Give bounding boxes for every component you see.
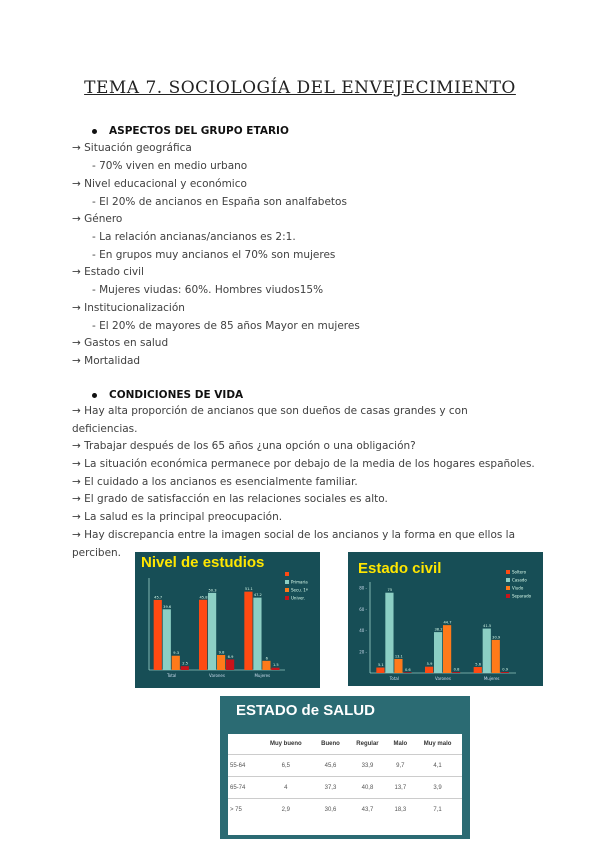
y-tick-label: 40 - bbox=[359, 628, 367, 634]
table-cell: 40,8 bbox=[347, 777, 387, 799]
list-item: → Estado civil bbox=[72, 266, 144, 278]
table-title: ESTADO de SALUD bbox=[236, 702, 375, 719]
table-body bbox=[228, 734, 462, 835]
list-item: - En grupos muy ancianos el 70% son mujeres bbox=[92, 249, 336, 261]
table-row bbox=[228, 755, 462, 777]
data-label: 44.7 bbox=[443, 620, 452, 625]
data-label: 9.3 bbox=[173, 651, 180, 656]
data-label: 9.8 bbox=[218, 650, 225, 655]
list-item: → Hay alta proporción de ancianos que son dueños de casas grandes y con deficiencias. bbox=[72, 405, 468, 435]
list-item: → Situación geográfica bbox=[72, 142, 192, 154]
y-tick-label: 80 - bbox=[359, 585, 367, 591]
legend-swatch bbox=[506, 570, 510, 574]
bar bbox=[501, 672, 509, 673]
list-item: - La relación ancianas/ancianos es 2:1. bbox=[92, 231, 296, 243]
bar bbox=[208, 593, 216, 670]
data-label: 45.8 bbox=[199, 595, 208, 600]
table-cell: 65-74 bbox=[228, 777, 258, 799]
legend-swatch bbox=[285, 596, 289, 600]
data-label: 39.6 bbox=[163, 604, 172, 609]
table-header-row bbox=[228, 734, 462, 755]
legend-label: Soltero bbox=[512, 569, 527, 575]
bar bbox=[425, 667, 433, 673]
table-estado-salud bbox=[220, 696, 470, 839]
table-cell: 6,5 bbox=[258, 755, 313, 777]
x-tick-label: Total bbox=[166, 673, 177, 678]
data-label: 41.5 bbox=[483, 624, 492, 629]
data-label: 5.1 bbox=[377, 663, 384, 668]
table-header: Malo bbox=[393, 741, 408, 747]
bar bbox=[154, 600, 162, 670]
legend-label: Separado bbox=[512, 593, 532, 599]
y-tick-label: 20 - bbox=[359, 649, 367, 655]
list-item: → Género bbox=[72, 213, 123, 225]
table-cell: 55-64 bbox=[228, 755, 258, 777]
x-tick-label: Mujeres bbox=[483, 676, 500, 681]
table-cell: 43,7 bbox=[347, 799, 387, 821]
legend-swatch bbox=[285, 580, 289, 584]
bar bbox=[172, 656, 180, 670]
bar bbox=[394, 659, 402, 673]
table-row bbox=[228, 799, 462, 821]
bar bbox=[181, 666, 189, 670]
chart-svg bbox=[348, 552, 543, 686]
table-cell: 45,6 bbox=[313, 755, 347, 777]
section-heading-text: CONDICIONES DE VIDA bbox=[109, 389, 244, 401]
bar bbox=[199, 600, 207, 670]
list-item: → Mortalidad bbox=[72, 355, 141, 367]
legend-swatch bbox=[285, 588, 289, 592]
x-tick-label: Varones bbox=[435, 676, 451, 681]
table-cell: 18,3 bbox=[387, 799, 413, 821]
y-tick-label: 60 - bbox=[359, 606, 367, 612]
table-cell: 4 bbox=[258, 777, 313, 799]
table-header: Muy malo bbox=[423, 741, 452, 747]
legend-swatch bbox=[285, 572, 289, 576]
list-item: → La salud es la principal preocupación. bbox=[72, 511, 283, 523]
table-cell: 37,3 bbox=[313, 777, 347, 799]
bar bbox=[163, 609, 171, 670]
x-tick-label: Total bbox=[389, 676, 400, 681]
data-label: 13.1 bbox=[394, 654, 403, 659]
table-cell: 4,1 bbox=[413, 755, 462, 777]
table-cell: 7,1 bbox=[413, 799, 462, 821]
data-label: 2.5 bbox=[182, 661, 189, 666]
bar bbox=[483, 629, 491, 673]
list-item: → El grado de satisfacción en las relaciones sociales es alto. bbox=[72, 493, 388, 505]
bar bbox=[385, 593, 393, 673]
x-tick-label: Varones bbox=[209, 673, 225, 678]
data-label: 75 bbox=[387, 588, 393, 593]
legend-swatch bbox=[506, 586, 510, 590]
list-item: - 70% viven en medio urbano bbox=[92, 160, 248, 172]
bar bbox=[376, 668, 384, 673]
data-label: 0.9 bbox=[502, 667, 509, 672]
legend-label: Primaria bbox=[291, 579, 308, 585]
bar bbox=[262, 661, 270, 670]
data-label: 6.9 bbox=[227, 654, 234, 659]
section-heading-text: ASPECTOS DEL GRUPO ETARIO bbox=[109, 125, 289, 137]
data-label: 5.9 bbox=[426, 662, 433, 667]
legend-swatch bbox=[506, 594, 510, 598]
section-heading-aspectos bbox=[92, 125, 289, 137]
table-header: Bueno bbox=[321, 741, 340, 747]
list-item: → Trabajar después de los 65 años ¿una opción o una obligación? bbox=[72, 440, 416, 452]
list-item: → Hay discrepancia entre la imagen social de los ancianos y la forma en que ellos la perciben. bbox=[72, 529, 516, 559]
x-tick-label: Mujeres bbox=[254, 673, 271, 678]
data-label: 5.6 bbox=[475, 662, 482, 667]
legend-label: Viudo bbox=[512, 585, 524, 591]
data-label: 30.9 bbox=[492, 635, 501, 640]
table-cell: 33,9 bbox=[347, 755, 387, 777]
bullet-icon bbox=[92, 129, 97, 134]
table-cell: 2,9 bbox=[258, 799, 313, 821]
data-label: 6 bbox=[265, 656, 268, 661]
list-item: → La situación económica permanece por debajo de la media de los hogares españoles. bbox=[72, 458, 535, 470]
bar bbox=[452, 672, 460, 673]
list-item: → Nivel educacional y económico bbox=[72, 178, 247, 190]
bar bbox=[244, 592, 252, 670]
bar bbox=[434, 632, 442, 673]
data-label: 45.7 bbox=[154, 595, 163, 600]
chart-title: Nivel de estudios bbox=[141, 554, 265, 571]
table-cell: > 75 bbox=[228, 799, 258, 821]
chart-title: Estado civil bbox=[358, 560, 442, 577]
legend-swatch bbox=[506, 578, 510, 582]
table-row bbox=[228, 777, 462, 799]
legend-label: Casado bbox=[512, 577, 527, 583]
bar bbox=[253, 598, 261, 670]
chart-svg bbox=[135, 552, 320, 688]
bar bbox=[226, 659, 234, 670]
bar bbox=[217, 655, 225, 670]
bullet-icon bbox=[92, 393, 97, 398]
list-item: → Gastos en salud bbox=[72, 337, 169, 349]
page-title: TEMA 7. SOCIOLOGÍA DEL ENVEJECIMIENTO bbox=[84, 78, 516, 98]
table-header bbox=[228, 734, 258, 755]
bar bbox=[492, 640, 500, 673]
table-cell: 3,9 bbox=[413, 777, 462, 799]
data-label: 51.1 bbox=[244, 587, 253, 592]
bar bbox=[474, 667, 482, 673]
bar bbox=[403, 672, 411, 673]
table-cell: 9,7 bbox=[387, 755, 413, 777]
table-cell: 13,7 bbox=[387, 777, 413, 799]
list-item: → Institucionalización bbox=[72, 302, 185, 314]
data-label: 1.5 bbox=[272, 663, 279, 668]
data-label: 0.6 bbox=[404, 667, 411, 672]
data-label: 38.2 bbox=[434, 627, 443, 632]
list-item: - El 20% de ancianos en España son analfabetos bbox=[92, 196, 347, 208]
table-header: Regular bbox=[356, 741, 379, 747]
list-item: - El 20% de mayores de 85 años Mayor en mujeres bbox=[92, 320, 360, 332]
data-label: 47.2 bbox=[253, 593, 262, 598]
chart-estado-civil bbox=[348, 552, 543, 686]
chart-nivel-estudios bbox=[135, 552, 320, 688]
table-cell: 30,6 bbox=[313, 799, 347, 821]
list-item: - Mujeres viudas: 60%. Hombres viudos15% bbox=[92, 284, 324, 296]
section-heading-condiciones bbox=[92, 389, 243, 401]
data-label: 0.8 bbox=[453, 667, 460, 672]
bar bbox=[443, 625, 451, 673]
list-item: → El cuidado a los ancianos es esencialmente familiar. bbox=[72, 476, 358, 488]
legend-label: Secu. 1ª bbox=[291, 587, 308, 593]
legend-label: Univer. bbox=[291, 595, 305, 601]
table-header: Muy bueno bbox=[269, 741, 302, 747]
data-label: 50.3 bbox=[208, 588, 217, 593]
bar bbox=[271, 668, 279, 670]
